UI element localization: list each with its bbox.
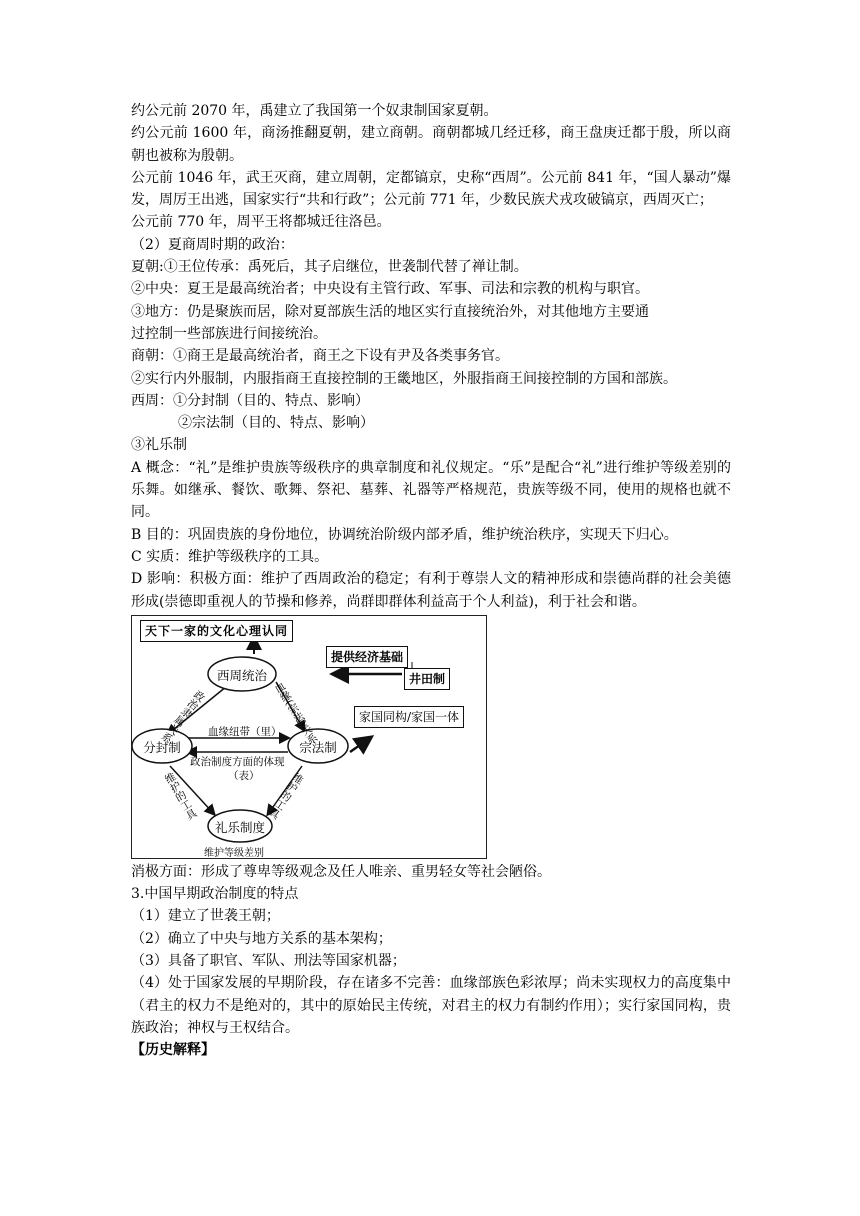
text-line: ②宗法制（目的、特点、影响） [178, 415, 374, 432]
node-zongfa: 宗法制 [299, 739, 337, 755]
section-heading: （2）夏商周时期的政治： [131, 236, 294, 253]
text-line: 消极方面：形成了尊卑等级观念及任人唯亲、重男轻女等社会陋俗。 [131, 863, 551, 880]
list-item: （4）处于国家发展的早期阶段，存在诸多不完善：血缘部族色彩浓厚；尚未实现权力的高度集中（君主的权力不是绝对的，其中的原始民主传统，对君主的权力有制约作用）；实行家国同构，贵族政治；神权与王权结合。 [131, 975, 731, 1036]
cultural-identity-box: 天下一家的文化心理认同 [140, 620, 293, 642]
list-item: （1）建立了世袭王朝； [131, 908, 280, 925]
node-xizhou: 西周统治 [216, 667, 267, 683]
text-line: ③地方：仍是聚族而居，除对夏部族生活的地区实行直接统治外，对其他地方主要通 [131, 303, 649, 320]
text-paragraph: 约公元前 1600 年，商汤推翻夏朝，建立商朝。商朝都城几经迁移，商王盘庚迁都于殷，所以商朝也被称为殷朝。 [131, 125, 731, 164]
label-blood: 血缘(宗法)关系 [271, 679, 320, 747]
text-line: 过控制一些部族进行间接统治。 [131, 325, 327, 342]
text-line: 西周：①分封制（目的、特点、影响） [131, 392, 369, 409]
text-line: 公元前 770 年，周平王将都城迁往洛邑。 [131, 214, 391, 231]
document-body [131, 100, 731, 1062]
family-state-box: 家国同构/家国一体 [354, 706, 464, 728]
text-line: ②实行内外服制，内服指商王直接控制的王畿地区，外服指商王间接控制的方国和部族。 [131, 370, 677, 387]
node-fenfeng: 分封制 [143, 739, 181, 755]
node-liyue: 礼乐制度 [214, 819, 265, 835]
label-tool-left: 维护的工具 [161, 770, 199, 822]
text-line: 夏朝:①王位传承：禹死后，其子启继位，世袭制代替了禅让制。 [131, 259, 528, 276]
text-line: ②中央：夏王是最高统治者；中央设有主管行政、军事、司法和宗教的机构与职官。 [131, 281, 649, 298]
text-paragraph: 公元前 1046 年，武王灭商，建立周朝，定都镐京，史称“西周”。公元前 841 年，“国人暴动”爆发，周厉王出逃，国家实行“共和行政”；公元前 771 年，少数民族犬戎攻破镐京，西周灭亡； [131, 169, 731, 209]
text-line: C 实质：维护等级秩序的工具。 [131, 548, 329, 565]
label-hierarchy: 维护等级差别 [204, 847, 264, 859]
section-heading: 3.中国早期政治制度的特点 [131, 886, 299, 903]
list-item: （3）具备了职官、军队、刑法等国家机器； [131, 953, 406, 970]
text-line: 商朝：①商王是最高统治者，商王之下设有尹及各类事务官。 [131, 348, 509, 365]
economic-basis-box: 提供经济基础 [326, 646, 408, 668]
text-line: 约公元前 2070 年，禹建立了我国第一个奴隶制国家夏朝。 [131, 103, 498, 119]
text-paragraph: D 影响：积极方面：维护了西周政治的稳定；有利于尊崇人文的精神形成和崇德尚群的社会美德形成(崇德即重视人的节操和修养，尚群即群体利益高于个人利益)，利于社会和谐。 [131, 571, 731, 610]
label-surface: （表） [228, 769, 260, 782]
text-line: B 目的：巩固贵族的身份地位，协调统治阶级内部矛盾，维护统治秩序，实现天下归心。 [131, 526, 678, 543]
zhou-system-diagram [131, 615, 487, 859]
label-political: 政治隶属关系 [158, 687, 208, 745]
text-paragraph: A 概念：“礼”是维护贵族等级秩序的典章制度和礼仪规定。“乐”是配合“礼”进行维护等级差别的乐舞。如继承、餐饮、歌舞、祭祀、墓葬、礼器等严格规范，贵族等级不同，使用的规格也就不同。 [131, 459, 731, 521]
list-item: （2）确立了中央与地方关系的基本架构； [131, 930, 392, 947]
section-heading: 【历史解释】 [131, 1042, 215, 1059]
label-political-reflection: 政治制度方面的体现 [190, 755, 285, 768]
text-line: ③礼乐制 [131, 437, 187, 454]
jingtian-box: 井田制 [404, 668, 450, 690]
label-blood-tie: 血缘纽带（里） [208, 725, 282, 738]
label-tool-right: 维护的工具 [266, 770, 306, 821]
